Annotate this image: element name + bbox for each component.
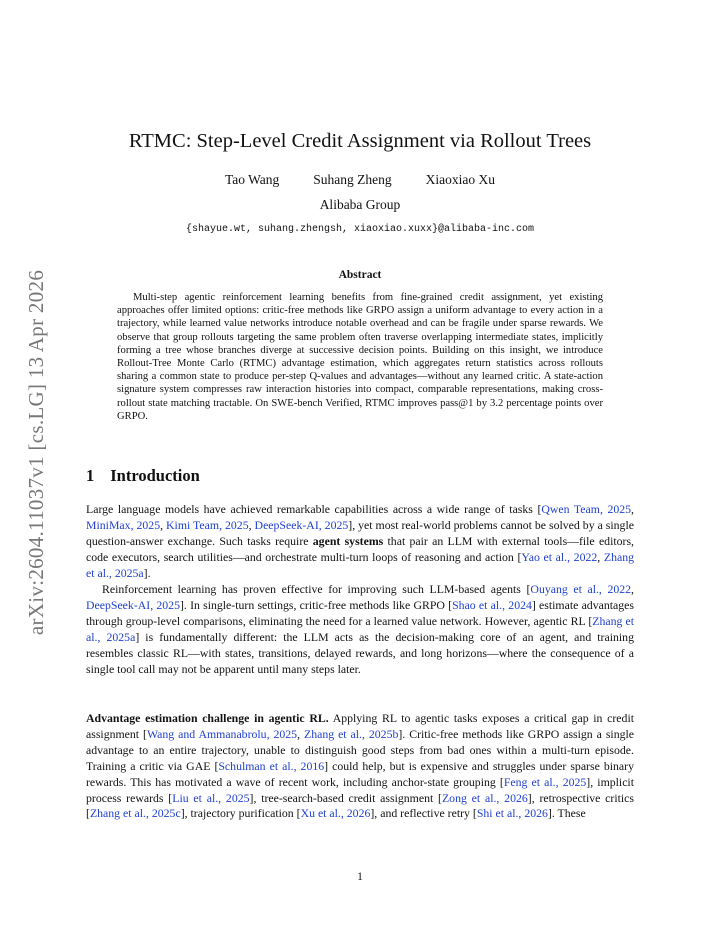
paragraph-heading: Advantage estimation challenge in agentic RL. xyxy=(86,711,329,725)
author-name: Tao Wang xyxy=(224,172,280,187)
citation-link[interactable]: Zhang et al., 2025b xyxy=(303,726,399,741)
body-text: , xyxy=(160,517,167,532)
body-text: ]. These xyxy=(547,806,586,821)
body-text: ] is fundamentally different: the LLM acts as the decision-making core of an agent, and training resembles classic RL—with states, transitions, delayed rewards, and long horizons—where the consequence of a single tool call may not be apparent until many steps later. xyxy=(86,629,634,676)
citation-link[interactable]: Shao et al., 2024 xyxy=(452,597,532,612)
body-text: that pair an LLM with external tools—file editors, code executors, search utilities—and orchestrate multi-turn loops of reasoning and action [ xyxy=(86,533,635,564)
citation-link[interactable]: Liu et al., 2025 xyxy=(172,790,250,805)
body-text: ] could help, but is expensive and struggles under sparse binary rewards. This has motivated a wave of recent work, including anchor-state grouping [ xyxy=(86,758,634,789)
body-text: Large language models have achieved remarkable capabilities across a wide range of tasks [ xyxy=(86,502,542,516)
citation-link[interactable]: Zhang et al., 2025a xyxy=(86,613,634,644)
citation-link[interactable]: DeepSeek-AI, 2025 xyxy=(86,597,180,612)
citation-link[interactable]: MiniMax, 2025 xyxy=(86,517,161,532)
section-title: Introduction xyxy=(110,466,200,485)
body-text: ], retrospective critics [ xyxy=(86,790,634,821)
body-text: , xyxy=(631,502,634,516)
citation-link[interactable]: Schulman et al., 2016 xyxy=(218,758,325,773)
author-emails: {shayue.wt, suhang.zhengsh, xiaoxiao.xuxx}@alibaba-inc.com xyxy=(185,224,535,235)
arxiv-identifier: arXiv:2604.11037v1 [cs.LG] 13 Apr 2026 xyxy=(24,269,49,635)
abstract-text: Multi-step agentic reinforcement learning benefits from fine-grained credit assignment, yet existing approaches offer limited options: critic-free methods like GRPO assign a uniform advantage to every action in a trajectory, while learned value networks introduce notable overhead and can be fragile under sparse rewards. We observe that group rollouts targeting the same problem often traverse overlapping intermediate states, implicitly forming a tree whose branches diverge at successive decision points. Building on this insight, we introduce Rollout-Tree Monte Carlo (RTMC) advantage estimation, which aggregates return statistics across rollouts sharing a common state to produce per-step Q-values and advantages—without any learned critic. A state-action signature system compresses raw interaction histories into compact, comparable representations, making cross-rollout state matching tractable. On SWE-bench Verified, RTMC improves pass@1 by 3.2 percentage points over GRPO. xyxy=(117,292,603,422)
author-name: Xiaoxiao Xu xyxy=(425,172,496,187)
author-name: Suhang Zheng xyxy=(313,172,392,187)
citation-link[interactable]: Ouyang et al., 2022 xyxy=(530,582,632,596)
body-text: ]. Critic-free methods like GRPO assign a single advantage to an entire trajectory, unable to distinguish good steps from bad ones within a multi-turn episode. Training a critic via GAE [ xyxy=(86,726,635,773)
paper-title: RTMC: Step-Level Credit Assignment via Rollout Trees xyxy=(128,130,592,152)
section-number: 1 xyxy=(86,466,95,485)
citation-link[interactable]: Qwen Team, 2025 xyxy=(541,502,632,516)
citation-link[interactable]: Yao et al., 2022 xyxy=(521,549,598,564)
citation-link[interactable]: Zong et al., 2026 xyxy=(441,790,528,805)
affiliation: Alibaba Group xyxy=(319,197,401,212)
citation-link[interactable]: Zhang et al., 2025c xyxy=(89,806,181,821)
author-list xyxy=(86,172,634,188)
body-text: ]. xyxy=(143,565,151,580)
body-text: , xyxy=(297,726,304,741)
body-text: ], tree-search-based credit assignment [ xyxy=(249,790,442,805)
body-text: ], implicit process rewards [ xyxy=(86,774,634,805)
body-text: ], yet most real-world problems cannot be solved by a single question-answer exchange. Such tasks require xyxy=(86,517,634,548)
body-text: ]. In single-turn settings, critic-free methods like GRPO [ xyxy=(179,597,453,612)
citation-link[interactable]: Kimi Team, 2025 xyxy=(166,517,249,532)
body-text: , xyxy=(248,517,255,532)
citation-link[interactable]: Shi et al., 2026 xyxy=(476,806,548,821)
intro-paragraph-3 xyxy=(86,711,634,822)
body-text: Reinforcement learning has proven effective for improving such LLM-based agents [ xyxy=(102,582,531,596)
abstract-heading: Abstract xyxy=(338,269,382,281)
intro-paragraph-2 xyxy=(86,582,634,677)
citation-link[interactable]: Feng et al., 2025 xyxy=(503,774,587,789)
body-text: ], trajectory purification [ xyxy=(180,806,301,821)
citation-link[interactable]: Xu et al., 2026 xyxy=(300,806,371,821)
citation-link[interactable]: Zhang et al., 2025a xyxy=(86,549,635,580)
body-text: , xyxy=(631,582,634,596)
page-number: 1 xyxy=(357,871,363,883)
section-heading xyxy=(86,466,200,486)
bold-term: agent systems xyxy=(312,533,384,548)
intro-paragraph-1 xyxy=(86,502,634,582)
arxiv-side-stamp xyxy=(12,258,62,646)
citation-link[interactable]: DeepSeek-AI, 2025 xyxy=(254,517,349,532)
body-text: ] estimate advantages through group-level comparisons, eliminating the need for a learned value network. However, agentic RL [ xyxy=(86,597,634,628)
citation-link[interactable]: Wang and Ammanabrolu, 2025 xyxy=(146,726,298,741)
body-text: Applying RL to agentic tasks exposes a critical gap in credit assignment [ xyxy=(86,711,634,741)
body-text: ], and reflective retry [ xyxy=(370,806,477,821)
body-text: , xyxy=(597,549,604,564)
